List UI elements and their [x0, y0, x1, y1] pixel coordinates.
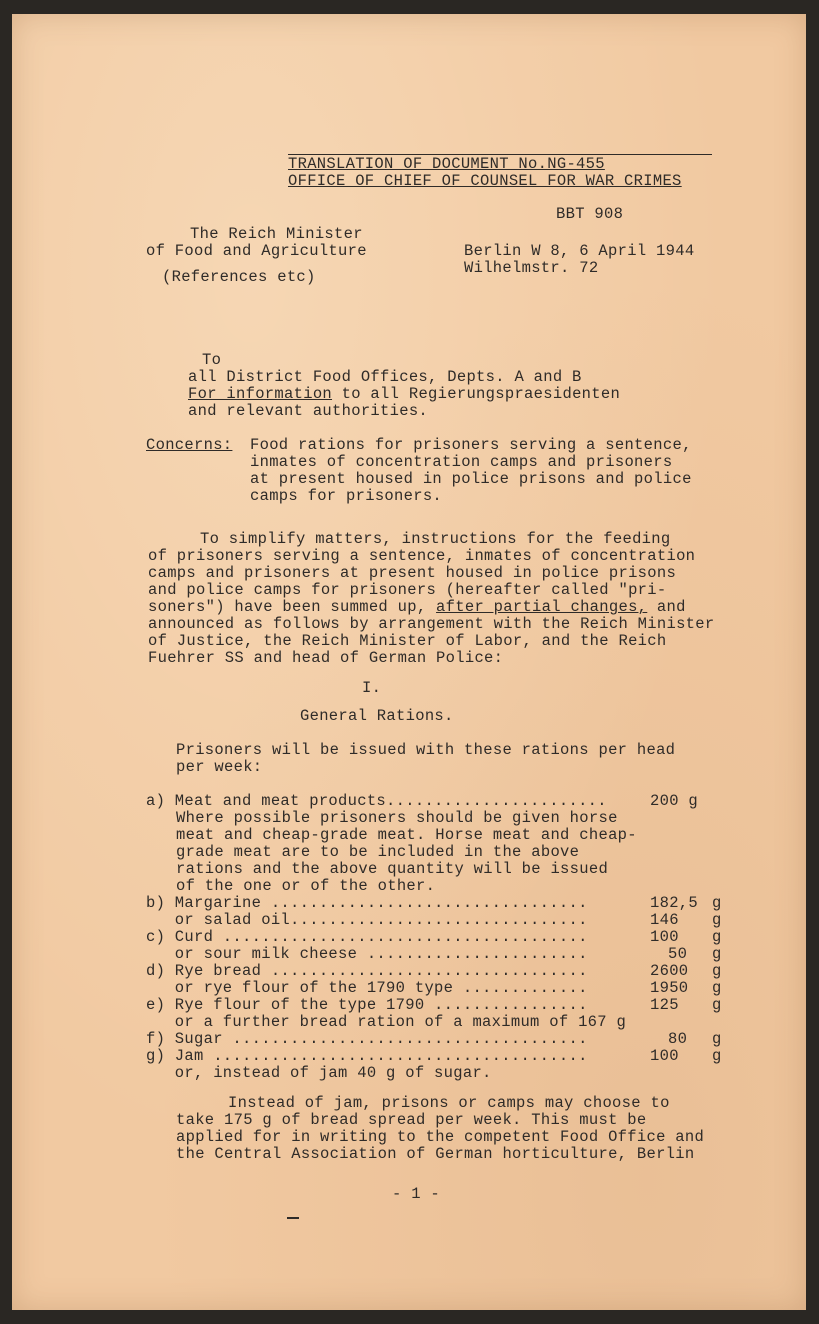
concerns-line: Food rations for prisoners serving a sentence, — [250, 436, 692, 454]
ration-row — [146, 945, 722, 963]
ration-row — [146, 911, 722, 929]
meat-note-line: meat and cheap-grade meat. Horse meat and cheap- — [176, 826, 637, 844]
closing-line: applied for in writing to the competent Food Office and — [176, 1128, 705, 1146]
ration-unit: g — [712, 962, 722, 980]
ration-row — [146, 979, 722, 997]
document-title: TRANSLATION OF DOCUMENT No.NG-455 — [288, 155, 605, 173]
closing-line: Instead of jam, prisons or camps may choose to — [228, 1094, 670, 1112]
ration-label: or salad oil............................... — [146, 911, 588, 929]
intro-line: of prisoners serving a sentence, inmates of concentration — [148, 547, 696, 565]
concerns-line: inmates of concentration camps and prisoners — [250, 453, 673, 471]
ration-unit: g — [712, 1047, 722, 1065]
ration-label: e) Rye flour of the type 1790 ................ — [146, 996, 588, 1014]
ration-row — [146, 1047, 722, 1065]
recipient-line-3: and relevant authorities. — [188, 402, 429, 420]
ration-label: or sour milk cheese ....................... — [146, 945, 588, 963]
ration-unit: g — [712, 979, 722, 997]
ration-row — [146, 928, 722, 946]
ration-row — [146, 894, 722, 912]
closing-paragraph — [176, 1095, 704, 1163]
bread-ration-alternative: or a further bread ration of a maximum of 167 g — [146, 1013, 627, 1031]
for-information-label: For information — [188, 385, 333, 403]
ration-amount: 100 — [650, 1047, 679, 1065]
sender-line-1: The Reich Minister — [190, 225, 363, 243]
page-number: - 1 - — [392, 1185, 441, 1203]
intro-line: of Justice, the Reich Minister of Labor, and the Reich — [148, 632, 667, 650]
ration-label: or rye flour of the 1790 type ............. — [146, 979, 588, 997]
meat-note-line: rations and the above quantity will be issued — [176, 860, 609, 878]
ration-label: f) Sugar ..................................... — [146, 1030, 588, 1048]
meat-note-line: grade meat are to be included in the above — [176, 843, 580, 861]
meat-notes — [176, 810, 637, 895]
intro-line: To simplify matters, instructions for the feeding — [200, 530, 671, 548]
jam-alternative: or, instead of jam 40 g of sugar. — [146, 1064, 492, 1082]
sender-references: (References etc) — [162, 268, 316, 286]
ration-unit: g — [712, 928, 722, 946]
street-address: Wilhelmstr. 72 — [464, 259, 599, 277]
ration-unit: g — [712, 996, 722, 1014]
closing-line: the Central Association of German horticulture, Berlin — [176, 1145, 695, 1163]
stray-mark — [287, 1217, 299, 1219]
intro-paragraph — [148, 531, 715, 667]
ration-amount: 146 — [650, 911, 679, 929]
ration-row-meat — [146, 792, 699, 810]
information-recipients: to all Regierungspraesidenten — [332, 385, 621, 403]
ration-label: d) Rye bread ................................. — [146, 962, 588, 980]
intro-line: announced as follows by arrangement with the Reich Minister — [148, 615, 715, 633]
ration-row — [146, 1030, 722, 1048]
recipient-to: To — [202, 351, 222, 369]
ration-row — [146, 962, 722, 980]
ration-row — [146, 996, 722, 1014]
ration-amount: 125 — [650, 996, 679, 1014]
intro-line: camps and prisoners at present housed in police prisons — [148, 564, 677, 582]
ration-unit: g — [712, 894, 722, 912]
ration-label: c) Curd ...................................... — [146, 928, 588, 946]
intro-text: and — [647, 598, 686, 616]
ration-unit: g — [712, 1030, 722, 1048]
ration-unit: g — [712, 911, 722, 929]
closing-line: take 175 g of bread spread per week. This must be — [176, 1111, 647, 1129]
ration-amount: 200 g — [650, 792, 699, 810]
concerns-text — [250, 437, 692, 505]
ration-amount: 80 — [668, 1030, 688, 1048]
after-partial-changes: after partial changes, — [436, 598, 648, 616]
ration-amount: 100 — [650, 928, 679, 946]
intro-line — [148, 599, 715, 616]
concerns-line: camps for prisoners. — [250, 487, 443, 505]
ration-amount: 50 — [668, 945, 688, 963]
intro-line: Fuehrer SS and head of German Police: — [148, 649, 504, 667]
concerns-label: Concerns: — [146, 436, 233, 454]
place-date: Berlin W 8, 6 April 1944 — [464, 242, 695, 260]
intro-line: and police camps for prisoners (hereafter called "pri- — [148, 581, 667, 599]
office-title: OFFICE OF CHIEF OF COUNSEL FOR WAR CRIMES — [288, 172, 682, 190]
ration-amount: 2600 — [650, 962, 689, 980]
meat-note-line: of the one or of the other. — [176, 877, 436, 895]
ration-label: a) Meat and meat products....................... — [146, 792, 607, 810]
rations-intro-line-2: per week: — [176, 758, 263, 776]
ration-label: g) Jam ....................................... — [146, 1047, 588, 1065]
ration-label: b) Margarine ................................. — [146, 894, 588, 912]
ration-amount: 1950 — [650, 979, 689, 997]
meat-note-line: Where possible prisoners should be given horse — [176, 809, 618, 827]
section-heading: General Rations. — [300, 707, 454, 725]
concerns-line: at present housed in police prisons and police — [250, 470, 692, 488]
recipient-line-2 — [188, 386, 620, 403]
ration-unit: g — [712, 945, 722, 963]
document-code: BBT 908 — [556, 205, 624, 223]
section-numeral: I. — [362, 679, 382, 697]
intro-text: soners") have been summed up, — [148, 598, 437, 616]
sender-line-2: of Food and Agriculture — [146, 242, 367, 260]
ration-amount: 182,5 — [650, 894, 699, 912]
rations-intro-line-1: Prisoners will be issued with these rations per head — [176, 741, 676, 759]
recipient-line-1: all District Food Offices, Depts. A and B — [188, 368, 582, 386]
document-page — [12, 14, 806, 1310]
